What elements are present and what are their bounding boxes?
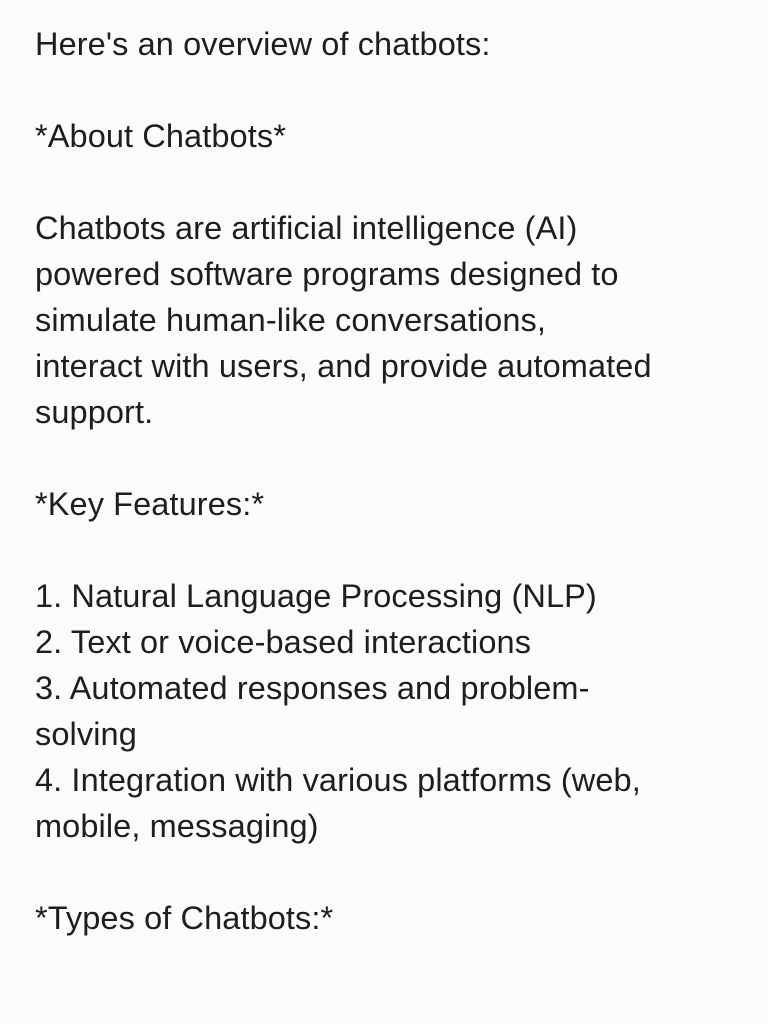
paragraph-gap bbox=[35, 527, 735, 573]
paragraph-gap bbox=[35, 435, 735, 481]
paragraph-gap bbox=[35, 67, 735, 113]
feature-line: mobile, messaging) bbox=[35, 808, 319, 844]
paragraph-gap bbox=[35, 849, 735, 895]
about-line: Chatbots are artificial intelligence (AI) bbox=[35, 210, 578, 246]
about-line: support. bbox=[35, 394, 154, 430]
feature-line: solving bbox=[35, 716, 137, 752]
intro-text: Here's an overview of chatbots: bbox=[35, 26, 491, 62]
features-heading: *Key Features:* bbox=[35, 486, 265, 522]
about-line: interact with users, and provide automated bbox=[35, 348, 652, 384]
feature-line: 4. Integration with various platforms (web, bbox=[35, 762, 641, 798]
chat-message-body bbox=[35, 0, 735, 941]
feature-line: 1. Natural Language Processing (NLP) bbox=[35, 578, 597, 614]
about-line: powered software programs designed to bbox=[35, 256, 619, 292]
about-heading: *About Chatbots* bbox=[35, 118, 286, 154]
paragraph-gap bbox=[35, 159, 735, 205]
feature-line: 3. Automated responses and problem- bbox=[35, 670, 590, 706]
feature-line: 2. Text or voice-based interactions bbox=[35, 624, 532, 660]
about-line: simulate human-like conversations, bbox=[35, 302, 546, 338]
types-heading: *Types of Chatbots:* bbox=[35, 900, 334, 936]
